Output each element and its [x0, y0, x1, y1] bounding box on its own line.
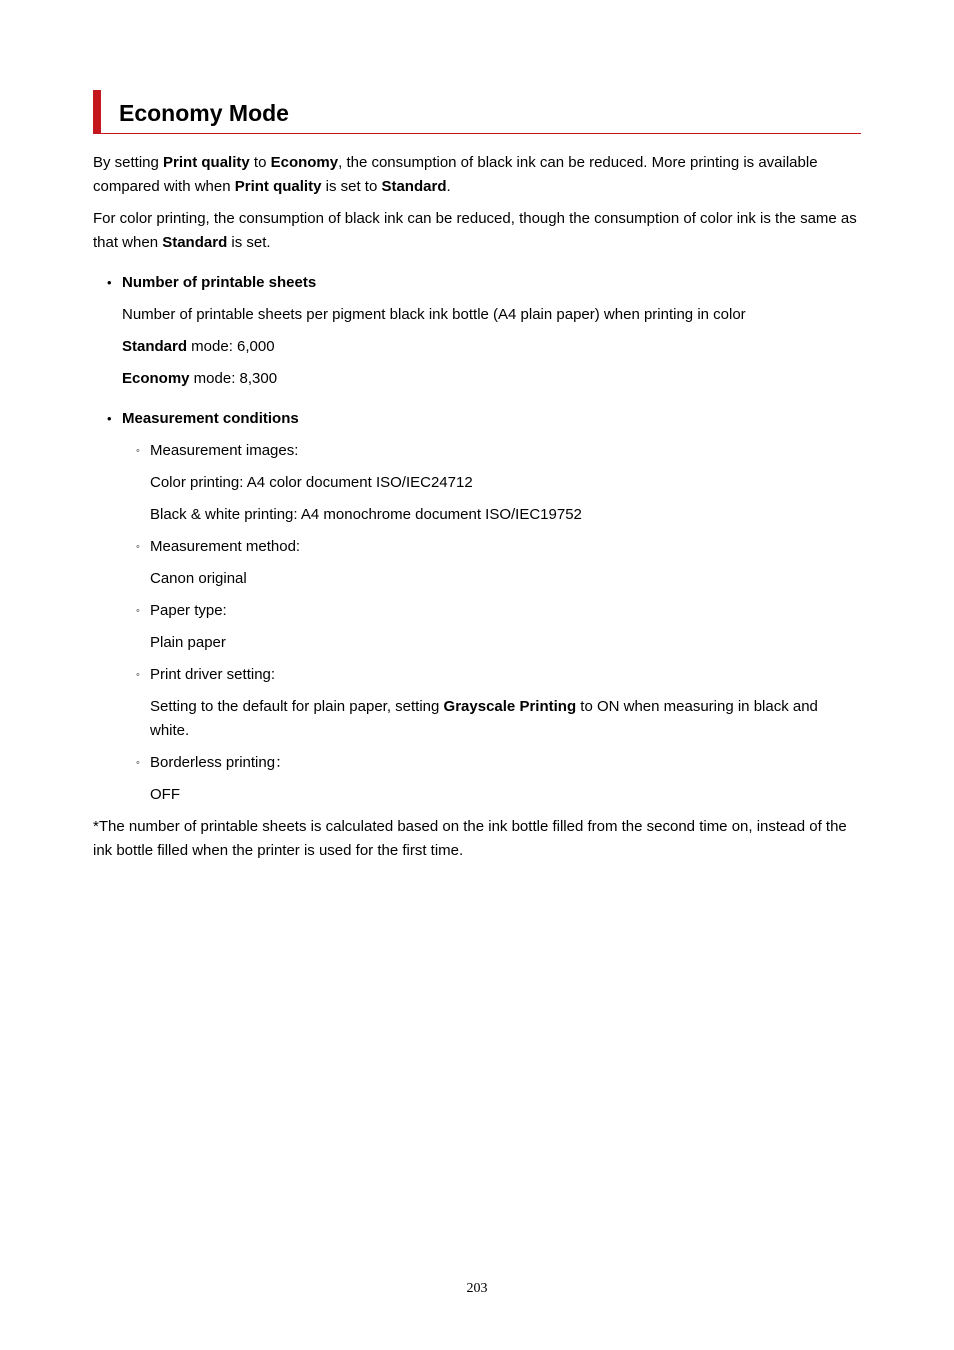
- images-bw-text: Black & white printing: A4 monochrome document ISO/IEC19752: [150, 506, 582, 523]
- section-heading: [93, 90, 861, 134]
- sheets-section: [93, 271, 861, 391]
- driver-value-text: Setting to the default for plain paper, setting Grayscale Printing to ON when measuring in black and white.: [150, 698, 818, 739]
- sub-item-borderless: ◦ Borderless printing：: [93, 751, 861, 775]
- method-value-text: Canon original: [150, 570, 247, 587]
- sub-item-driver: ◦ Print driver setting:: [93, 663, 861, 687]
- intro-paragraph-1: By setting Print quality to Economy, the consumption of black ink can be reduced. More printing is available compared with when Print quality is set to Standard.: [93, 154, 818, 195]
- circle-bullet-icon: ◦: [136, 757, 140, 769]
- circle-bullet-icon: ◦: [136, 669, 140, 681]
- bullet-item-sheets: • Number of printable sheets: [93, 271, 861, 295]
- circle-bullet-icon: ◦: [136, 605, 140, 617]
- paper-value-text: Plain paper: [150, 634, 226, 651]
- circle-bullet-icon: ◦: [136, 445, 140, 457]
- sub-item-images: ◦ Measurement images:: [93, 439, 861, 463]
- footnote: *The number of printable sheets is calculated based on the ink bottle filled from the second time on, instead of the ink bottle filled when the printer is used for the first time.: [93, 818, 847, 859]
- intro-paragraph-2: For color printing, the consumption of black ink can be reduced, though the consumption of color ink is the same as that when Standard is set.: [93, 210, 857, 251]
- page-number: 203: [466, 1281, 488, 1296]
- heading-accent-bar: [93, 90, 101, 133]
- main-content: [93, 151, 861, 863]
- sub-item-method: ◦ Measurement method:: [93, 535, 861, 559]
- bullet-item-conditions: • Measurement conditions: [93, 407, 861, 431]
- bullet-icon: •: [107, 275, 112, 290]
- sheets-description: Number of printable sheets per pigment black ink bottle (A4 plain paper) when printing in color: [122, 306, 746, 323]
- bullet-icon: •: [107, 411, 112, 426]
- borderless-value-text: OFF: [150, 786, 180, 803]
- standard-mode-value: Standard mode: 6,000: [122, 338, 275, 355]
- page-title: Economy Mode: [119, 100, 289, 126]
- circle-bullet-icon: ◦: [136, 541, 140, 553]
- economy-mode-value: Economy mode: 8,300: [122, 370, 278, 387]
- images-color-text: Color printing: A4 color document ISO/IEC24712: [150, 474, 473, 491]
- conditions-section: [93, 407, 861, 807]
- sub-item-paper: ◦ Paper type:: [93, 599, 861, 623]
